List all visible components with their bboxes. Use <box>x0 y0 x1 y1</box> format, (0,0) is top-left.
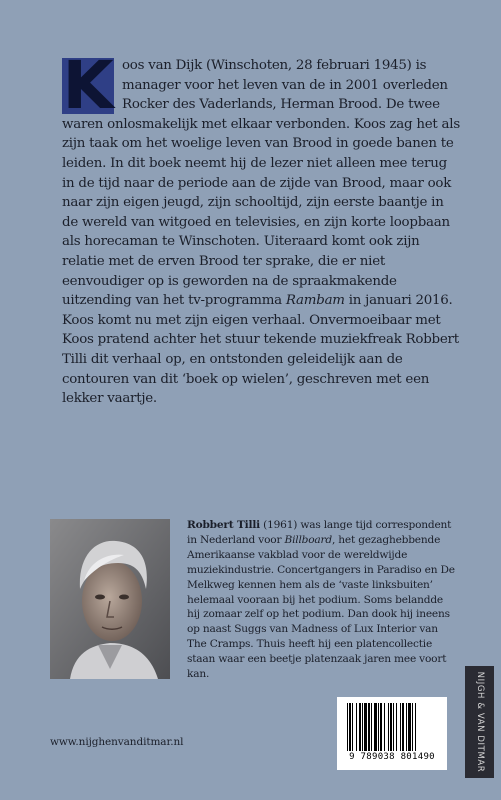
publisher-url: www.nijghenvanditmar.nl <box>50 736 184 748</box>
blurb-title-rambam: Rambam <box>285 293 345 309</box>
author-photo <box>50 519 170 679</box>
bio-part-1: (1961) was lange tijd correspondent in Nederland voor <box>187 519 452 546</box>
isbn-barcode <box>337 697 447 770</box>
barcode-icon <box>345 703 439 751</box>
bio-billboard: Billboard <box>284 533 332 546</box>
author-name: Robbert Tilli <box>187 519 260 531</box>
bio-part-2: , het gezaghebbende Amerikaanse vakblad voor de wereldwijde muziekindustrie. Concertgangers in Paradiso en De Melkweg kennen hem als de ‘vaste linksbuiten’ helemaal vooraan bij het podium. Soms belandde hij zomaar zelf op het podium. Dan dook hij ineens op naast Suggs van Madness of Lux Interior van The Cramps. Thuis heeft hij een platencollectie staan waar een beetje platenzaak jaren mee voort kan. <box>187 533 455 681</box>
blurb-text <box>62 47 462 409</box>
author-bio <box>187 518 457 682</box>
publisher-logo-text: NIJGH & VAN DITMAR <box>474 671 485 773</box>
drop-cap: K <box>62 47 114 124</box>
blurb-part-2: in januari 2016. Koos komt nu met zijn eigen verhaal. Onvermoeibaar met Koos pratend achter het stuur tekende muziekfreak Robbert Tilli dit verhaal op, en ontstonden geleidelijk aan de contouren van dit ‘boek op wielen’, geschreven met een lekker vaartje. <box>62 293 459 407</box>
publisher-logo <box>465 666 494 778</box>
isbn-number: 9 789038 801490 <box>349 752 435 762</box>
blurb-part-1: oos van Dijk (Winschoten, 28 februari 1945) is manager voor het leven van de in 2001 overleden Rocker des Vaderlands, Herman Brood. De twee waren onlosmakelijk met elkaar verbonden. Koos zag het als zijn taak om het woelige leven van Brood in goede banen te leiden. In dit boek neemt hij de lezer niet alleen mee terug in de tijd naar de periode aan de zijde van Brood, maar ook naar zijn eigen jeugd, zijn schooltijd, zijn eerste baantje in de wereld van witgoed en televisies, en zijn korte loopbaan als horecaman te Winschoten. Uiteraard komt ook zijn relatie met de erven Brood ter sprake, die er niet eenvoudiger op is geworden na de spraakmakende uitzending van het tv-programma <box>62 58 460 309</box>
